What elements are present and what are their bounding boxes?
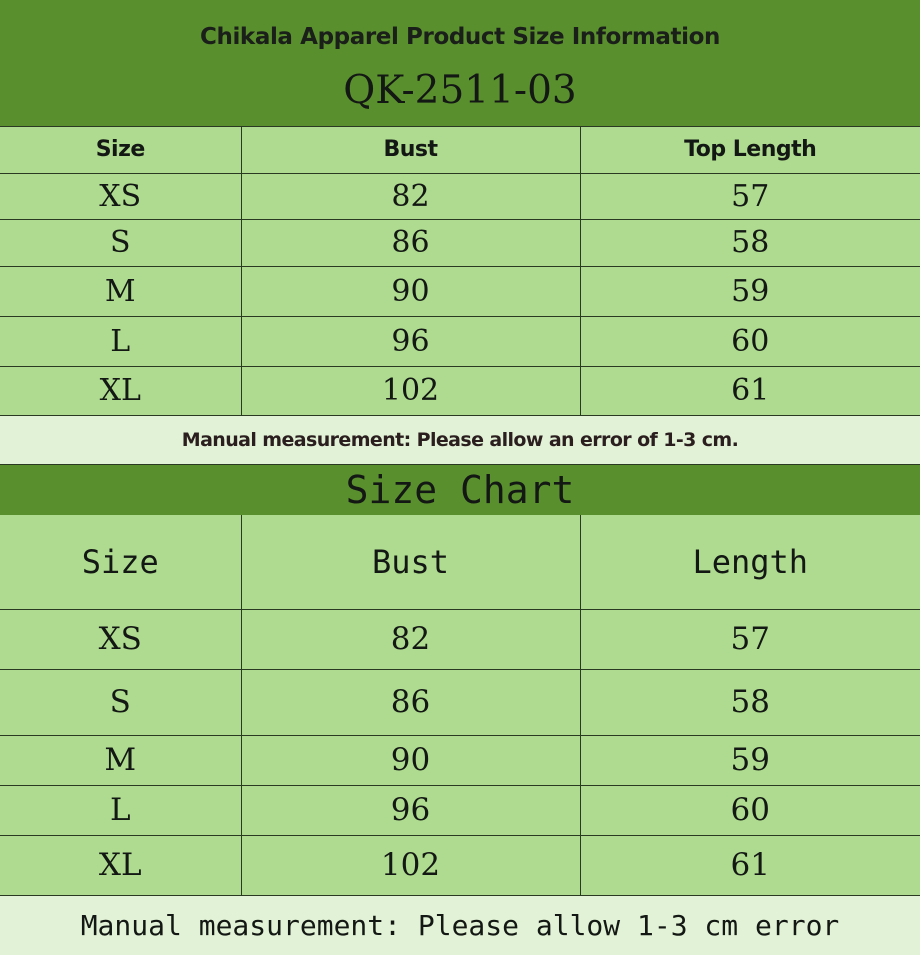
column-header-length: Length <box>580 515 920 609</box>
table-row <box>0 366 920 415</box>
column-header-top-length: Top Length <box>580 127 920 173</box>
table-row <box>0 835 920 895</box>
table-header-row <box>0 515 920 609</box>
bust-cell: 102 <box>241 366 580 415</box>
table-row <box>0 785 920 835</box>
length-cell: 60 <box>580 785 920 835</box>
length-cell: 57 <box>580 609 920 669</box>
size-cell: L <box>0 316 241 366</box>
size-chart-table <box>0 515 920 896</box>
table-row <box>0 735 920 785</box>
top-length-cell: 57 <box>580 173 920 219</box>
table-header-row <box>0 127 920 173</box>
table-row <box>0 609 920 669</box>
size-chart-title: Size Chart <box>0 465 920 515</box>
size-cell: XL <box>0 835 241 895</box>
table-row <box>0 669 920 735</box>
size-cell: XS <box>0 173 241 219</box>
size-cell: S <box>0 669 241 735</box>
bust-cell: 86 <box>241 219 580 266</box>
top-length-cell: 59 <box>580 266 920 316</box>
bust-cell: 96 <box>241 785 580 835</box>
size-cell: XS <box>0 609 241 669</box>
bust-cell: 90 <box>241 735 580 785</box>
bust-cell: 82 <box>241 173 580 219</box>
bust-cell: 86 <box>241 669 580 735</box>
top-length-cell: 61 <box>580 366 920 415</box>
bust-cell: 96 <box>241 316 580 366</box>
column-header-bust: Bust <box>241 127 580 173</box>
bust-cell: 82 <box>241 609 580 669</box>
top-length-cell: 58 <box>580 219 920 266</box>
size-cell: S <box>0 219 241 266</box>
bust-cell: 90 <box>241 266 580 316</box>
size-cell: M <box>0 735 241 785</box>
length-cell: 58 <box>580 669 920 735</box>
length-cell: 61 <box>580 835 920 895</box>
measurement-note-footer: Manual measurement: Please allow 1-3 cm error <box>0 895 920 955</box>
table-row <box>0 316 920 366</box>
measurement-note: Manual measurement: Please allow an error of 1-3 cm. <box>0 415 920 465</box>
model-code: QK-2511-03 <box>343 68 577 113</box>
size-cell: XL <box>0 366 241 415</box>
title-banner <box>0 0 920 127</box>
table-row <box>0 219 920 266</box>
size-cell: M <box>0 266 241 316</box>
table-row <box>0 173 920 219</box>
column-header-bust: Bust <box>241 515 580 609</box>
bust-cell: 102 <box>241 835 580 895</box>
column-header-size: Size <box>0 515 241 609</box>
top-length-cell: 60 <box>580 316 920 366</box>
product-size-table <box>0 127 920 416</box>
column-header-size: Size <box>0 127 241 173</box>
size-cell: L <box>0 785 241 835</box>
table-row <box>0 266 920 316</box>
length-cell: 59 <box>580 735 920 785</box>
brand-title: Chikala Apparel Product Size Information <box>200 24 720 50</box>
